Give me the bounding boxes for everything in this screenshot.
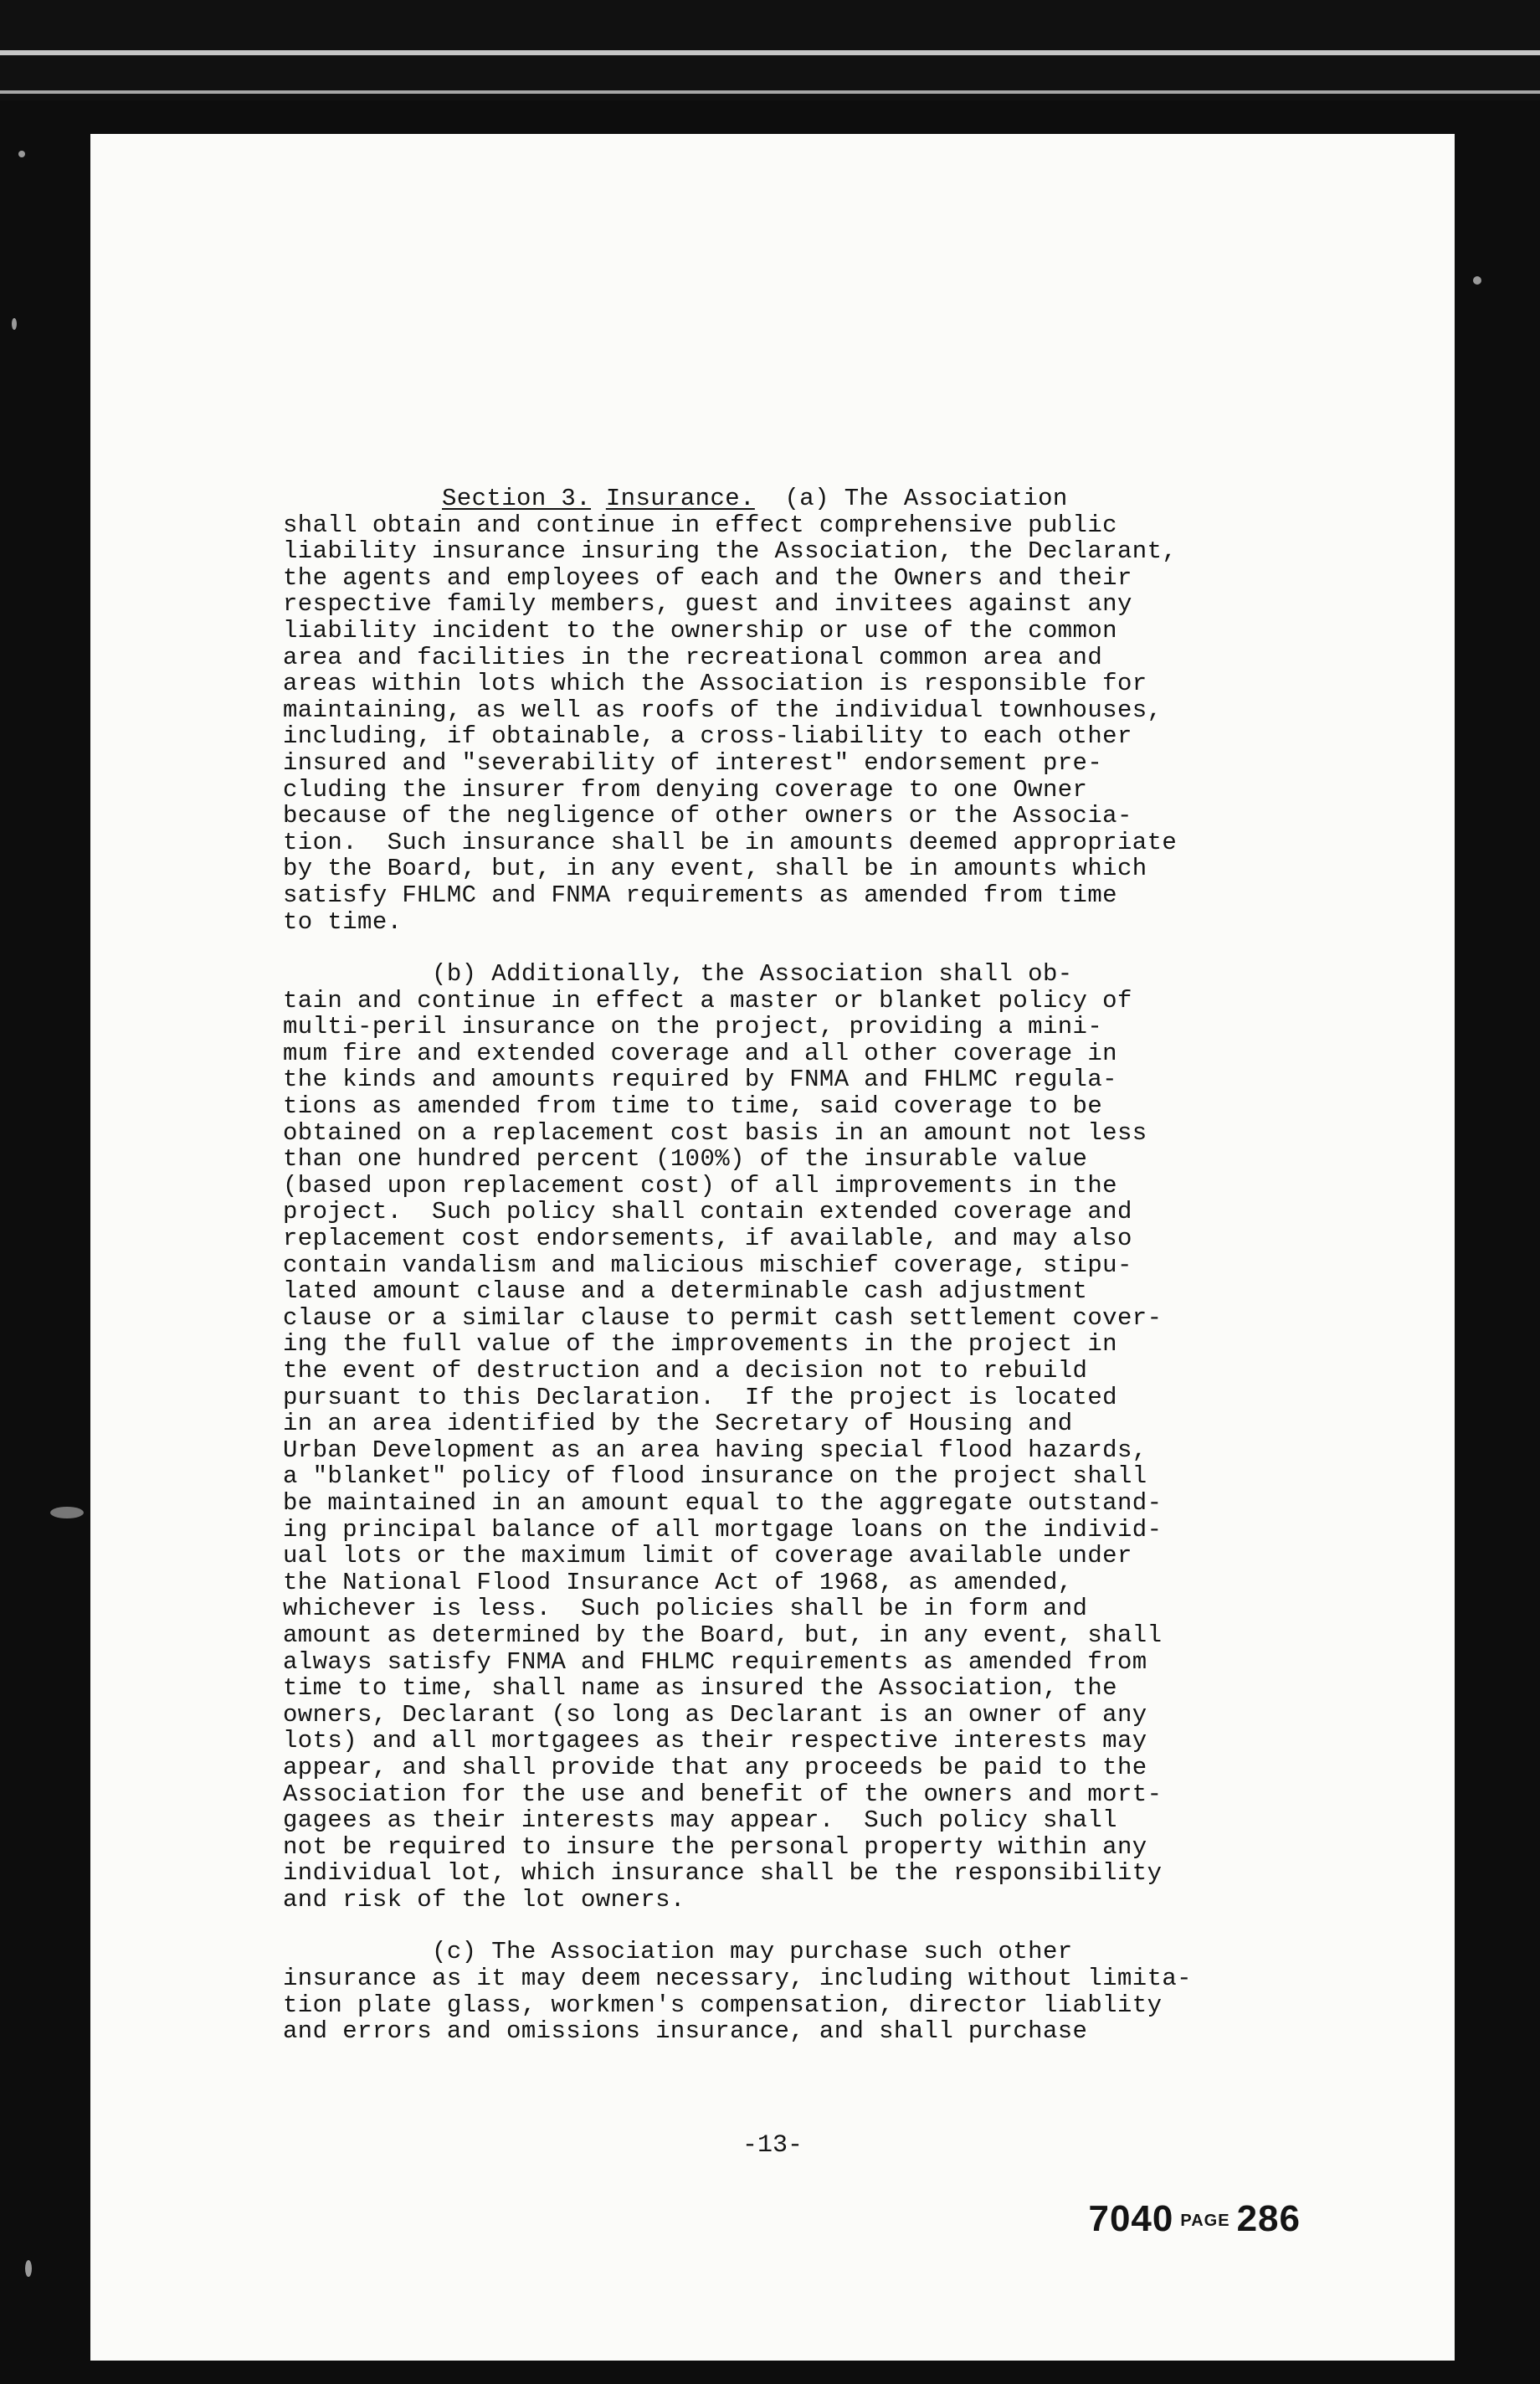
- text-line: cluding the insurer from denying coverage to one Owner: [283, 775, 1088, 804]
- text-line: ing the full value of the improvements in the project in: [283, 1330, 1117, 1359]
- document-page: [90, 134, 1455, 2361]
- text-line: owners, Declarant (so long as Declarant is an owner of any: [283, 1700, 1147, 1729]
- paragraph-b: [283, 961, 1363, 1913]
- text-line: contain vandalism and malicious mischief coverage, stipu-: [283, 1251, 1132, 1279]
- text-line: respective family members, guest and invitees against any: [283, 590, 1132, 619]
- text-line: liability insurance insuring the Association, the Declarant,: [283, 537, 1178, 566]
- text-line: by the Board, but, in any event, shall be in amounts which: [283, 855, 1147, 883]
- paragraph-b-lines: [283, 961, 1363, 1913]
- text-line: not be required to insure the personal property within any: [283, 1832, 1147, 1861]
- text-line: whichever is less. Such policies shall be in form and: [283, 1595, 1088, 1623]
- text-line: lated amount clause and a determinable cash adjustment: [283, 1277, 1088, 1306]
- text-line: clause or a similar clause to permit cash settlement cover-: [283, 1303, 1163, 1332]
- text-line: Association for the use and benefit of the owners and mort-: [283, 1780, 1163, 1808]
- text-line: satisfy FHLMC and FNMA requirements as amended from time: [283, 881, 1117, 909]
- scan-speck: [12, 318, 17, 330]
- text-line: the event of destruction and a decision not to rebuild: [283, 1357, 1088, 1385]
- page-number: -13-: [742, 2131, 803, 2160]
- text-line: and errors and omissions insurance, and shall purchase: [283, 2017, 1088, 2046]
- text-line: areas within lots which the Association is responsible for: [283, 670, 1147, 698]
- text-line: obtained on a replacement cost basis in an amount not less: [283, 1118, 1147, 1147]
- book-page-reference: [1088, 2198, 1301, 2240]
- scan-edge-line: [0, 50, 1540, 55]
- text-line: project. Such policy shall contain extended coverage and: [283, 1198, 1132, 1226]
- scan-top-border: [0, 0, 1540, 100]
- text-line: the agents and employees of each and the Owners and their: [283, 563, 1132, 592]
- text-line: and risk of the lot owners.: [283, 1885, 685, 1914]
- section-heading-line: [283, 486, 1363, 512]
- text-line: ual lots or the maximum limit of coverage available under: [283, 1542, 1132, 1570]
- text-line: gagees as their interests may appear. Such policy shall: [283, 1806, 1117, 1835]
- section-title: Insurance.: [605, 485, 755, 512]
- text-line: Urban Development as an area having special flood hazards,: [283, 1436, 1147, 1464]
- paragraph-c: [283, 1939, 1363, 2044]
- scan-speck: [1473, 276, 1481, 285]
- body-text: [283, 486, 1363, 2071]
- text-line: maintaining, as well as roofs of the individual townhouses,: [283, 696, 1163, 724]
- text-line: shall obtain and continue in effect comprehensive public: [283, 511, 1117, 539]
- text-line: tions as amended from time to time, said coverage to be: [283, 1092, 1103, 1121]
- scan-speck: [18, 151, 25, 157]
- text-line: amount as determined by the Board, but, in any event, shall: [283, 1621, 1163, 1649]
- text-line: pursuant to this Declaration. If the project is located: [283, 1383, 1117, 1411]
- text-line: including, if obtainable, a cross-liability to each other: [283, 722, 1132, 751]
- text-line: tain and continue in effect a master or blanket policy of: [283, 986, 1132, 1015]
- text-line: appear, and shall provide that any proceeds be paid to the: [283, 1753, 1147, 1781]
- scan-speck: [25, 2260, 32, 2277]
- text-line: time to time, shall name as insured the Association, the: [283, 1674, 1117, 1703]
- text-line: the kinds and amounts required by FNMA and FHLMC regula-: [283, 1066, 1117, 1094]
- paragraph-a-lines: [283, 512, 1363, 936]
- book-page-number: 286: [1236, 2198, 1301, 2239]
- text-line: insurance as it may deem necessary, including without limita-: [283, 1965, 1192, 1993]
- section-number: Section 3.: [442, 485, 592, 512]
- text-line: area and facilities in the recreational common area and: [283, 643, 1103, 671]
- page-label: PAGE: [1180, 2211, 1230, 2230]
- text-line: (b) Additionally, the Association shall ob-: [283, 960, 1073, 989]
- text-line: in an area identified by the Secretary of Housing and: [283, 1410, 1073, 1438]
- paragraph-a-lead: (a) The Association: [784, 485, 1068, 512]
- text-line: insured and "severability of interest" endorsement pre-: [283, 748, 1103, 777]
- text-line: mum fire and extended coverage and all other coverage in: [283, 1039, 1117, 1067]
- text-line: because of the negligence of other owners or the Associa-: [283, 802, 1132, 830]
- text-line: multi-peril insurance on the project, providing a mini-: [283, 1013, 1103, 1041]
- text-line: to time.: [283, 907, 403, 936]
- text-line: ing principal balance of all mortgage loans on the individ-: [283, 1515, 1163, 1544]
- paragraph-a: [283, 486, 1363, 935]
- scan-edge-line: [0, 90, 1540, 94]
- text-line: the National Flood Insurance Act of 1968, as amended,: [283, 1568, 1073, 1596]
- text-line: individual lot, which insurance shall be the responsibility: [283, 1859, 1163, 1888]
- paragraph-c-lines: [283, 1939, 1363, 2044]
- text-line: replacement cost endorsements, if available, and may also: [283, 1225, 1132, 1253]
- text-line: be maintained in an amount equal to the aggregate outstand-: [283, 1488, 1163, 1517]
- text-line: (c) The Association may purchase such other: [283, 1938, 1073, 1966]
- text-line: than one hundred percent (100%) of the insurable value: [283, 1145, 1088, 1174]
- text-line: lots) and all mortgagees as their respective interests may: [283, 1727, 1147, 1755]
- text-line: (based upon replacement cost) of all improvements in the: [283, 1171, 1117, 1200]
- text-line: liability incident to the ownership or use of the common: [283, 616, 1117, 645]
- scan-speck: [50, 1507, 84, 1518]
- text-line: a "blanket" policy of flood insurance on the project shall: [283, 1462, 1147, 1491]
- book-number: 7040: [1088, 2198, 1174, 2239]
- text-line: tion plate glass, workmen's compensation, director liablity: [283, 1991, 1163, 2019]
- text-line: tion. Such insurance shall be in amounts deemed appropriate: [283, 828, 1178, 856]
- text-line: always satisfy FNMA and FHLMC requirements as amended from: [283, 1647, 1147, 1676]
